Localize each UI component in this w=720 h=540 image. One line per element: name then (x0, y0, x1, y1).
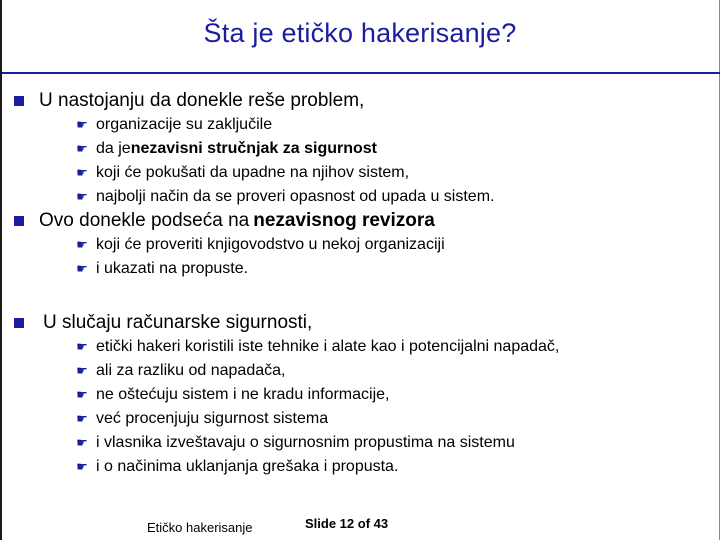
subitem-1-3 (74, 164, 409, 182)
pointing-hand-icon: ☛ (76, 387, 88, 402)
pointing-hand-icon: ☛ (76, 339, 88, 354)
subitem-3-4 (74, 410, 328, 428)
subitem-text: organizacije su zaključile (96, 116, 273, 133)
subitem-3-3 (74, 386, 389, 404)
subitem-text: ne oštećuju sistem i ne kradu informacije, (96, 386, 390, 403)
slide-number: Slide 12 of 43 (305, 516, 389, 531)
pointing-hand-icon: ☛ (76, 261, 88, 276)
bullet-1-text: U nastojanju da donekle reše problem, (39, 90, 365, 111)
square-bullet-icon (14, 318, 24, 328)
subitem-text: i ukazati na propuste. (96, 260, 249, 277)
subitem-text: već procenjuju sigurnost sistema (96, 410, 329, 427)
title-divider (2, 72, 720, 74)
pointing-hand-icon: ☛ (76, 189, 88, 204)
subitem-text: najbolji način da se proveri opasnost od upada u sistem. (96, 188, 495, 205)
bullet-2-text: Ovo donekle podseća na (39, 210, 250, 231)
left-border (0, 0, 2, 540)
square-bullet-icon (14, 216, 24, 226)
square-bullet-icon (14, 96, 24, 106)
bullet-3 (14, 312, 312, 334)
subitem-1-1 (74, 116, 272, 134)
bullet-2-text-emphasis: nezavisnog revizora (253, 210, 435, 231)
subitem-2-2 (74, 260, 248, 278)
pointing-hand-icon: ☛ (76, 237, 88, 252)
subitem-text: koji će proveriti knjigovodstvo u nekoj organizaciji (96, 236, 445, 253)
subitem-3-5 (74, 434, 515, 452)
subitem-text: ali za razliku od napadača, (96, 362, 286, 379)
subitem-text: i o načinima uklanjanja grešaka i propusta. (96, 458, 399, 475)
pointing-hand-icon: ☛ (76, 411, 88, 426)
pointing-hand-icon: ☛ (76, 165, 88, 180)
footer-title: Etičko hakerisanje (147, 520, 253, 535)
bullet-3-text: U slučaju računarske sigurnosti, (43, 312, 313, 333)
pointing-hand-icon: ☛ (76, 435, 88, 450)
subitem-3-2 (74, 362, 285, 380)
subitem-text-emphasis: nezavisni stručnjak za sigurnost (130, 140, 377, 157)
bullet-2 (14, 210, 435, 232)
subitem-3-6 (74, 458, 398, 476)
pointing-hand-icon: ☛ (76, 141, 88, 156)
pointing-hand-icon: ☛ (76, 363, 88, 378)
slide-title: Šta je etičko hakerisanje? (203, 18, 517, 48)
subitem-3-1 (74, 338, 559, 356)
subitem-1-4 (74, 188, 494, 206)
subitem-1-2 (74, 140, 377, 158)
subitem-text: i vlasnika izveštavaju o sigurnosnim propustima na sistemu (96, 434, 515, 451)
subitem-text: koji će pokušati da upadne na njihov sistem, (96, 164, 410, 181)
pointing-hand-icon: ☛ (76, 459, 88, 474)
subitem-text: etički hakeri koristili iste tehnike i alate kao i potencijalni napadač, (96, 338, 560, 355)
subitem-text: da je (96, 140, 131, 157)
bullet-1 (14, 90, 364, 112)
subitem-2-1 (74, 236, 445, 254)
pointing-hand-icon: ☛ (76, 117, 88, 132)
